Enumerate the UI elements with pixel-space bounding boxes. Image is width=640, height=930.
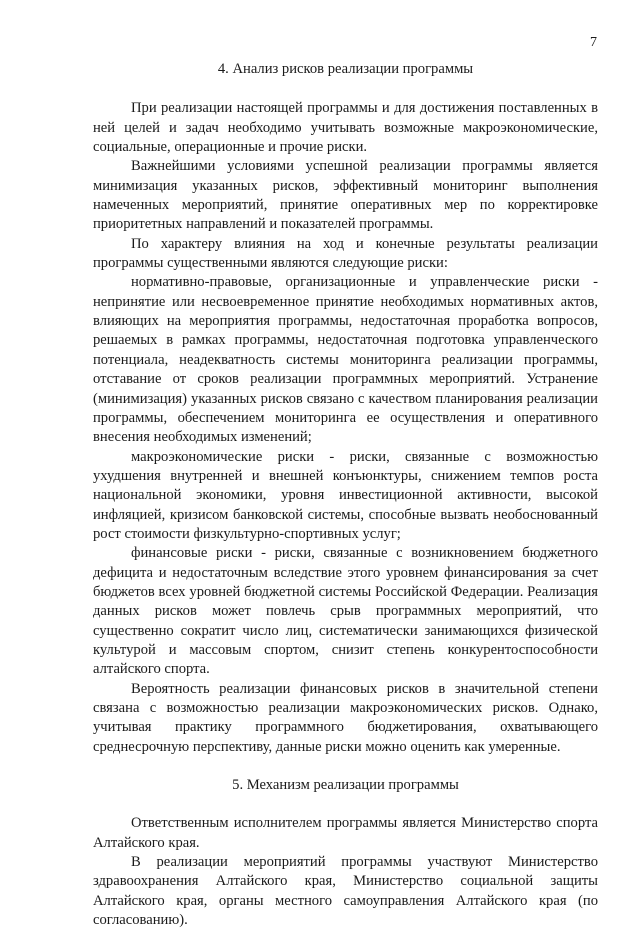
section-heading-mechanism: 5. Механизм реализации программы: [232, 777, 459, 794]
paragraph: По характеру влияния на ход и конечные результаты реализации программы существенными являются следующие риски:: [93, 235, 598, 272]
page-number: 7: [590, 35, 597, 50]
paragraph-risk-macroeconomic: макроэкономические риски - риски, связанные с возможностью ухудшения внутренней и внешней конъюнктуры, снижением темпов роста национальной экономики, уровня инвестиционной активности, высокой инфляцией, кризисом банковской системы, способные вызвать необоснованный рост стоимости физкультурно-спортивных услуг;: [93, 448, 598, 542]
paragraph: Важнейшими условиями успешной реализации программы является минимизация указанных рисков, эффективный мониторинг выполнения намеченных мероприятий, принятие оперативных мер по корректировке приоритетных направлений и показателей программы.: [93, 158, 598, 233]
section-heading-risk-analysis: 4. Анализ рисков реализации программы: [217, 61, 474, 77]
paragraph-risk-financial: финансовые риски - риски, связанные с возникновением бюджетного дефицита и недостаточным вследствие этого уровнем финансирования за счет бюджетов всех уровней бюджетной системы Российской Федерации. Реализация данных рисков может повлечь срыв программных мероприятий, что существенно сократит число лиц, систематически занимающихся физической культурой и массовым спортом, снизит степень конкурентоспособности алтайского спорта.: [93, 545, 598, 678]
paragraph: Вероятность реализации финансовых рисков в значительной степени связана с возможностью реализации макроэкономических рисков. Однако, учитывая практику программного бюджетирования, охватывающего среднесрочную перспективу, данные риски можно оценить как умеренные.: [93, 680, 598, 755]
paragraph: При реализации настоящей программы и для достижения поставленных в ней целей и задач необходимо учитывать возможные макроэкономические, социальные, операционные и прочие риски.: [93, 100, 598, 156]
paragraph-risk-legal: нормативно-правовые, организационные и управленческие риски - непринятие или несвоевременное принятие необходимых нормативных актов, влияющих на мероприятия программы, недостаточная проработка вопросов, решаемых в рамках программы, недостаточная подготовка управленческого потенциала, неадекватность системы мониторинга реализации программы, отставание от сроков реализации программных мероприятий. Устранение (минимизация) указанных рисков связано с качеством планирования реализации программы, обеспечением мониторинга ее осуществления и оперативного внесения необходимых изменений;: [93, 274, 598, 446]
document-body: [93, 60, 598, 930]
paragraph: В реализации мероприятий программы участвуют Министерство здравоохранения Алтайского края, Министерство социальной защиты Алтайского края, органы местного самоуправления Алтайского края (по согласованию).: [93, 854, 598, 929]
paragraph: Ответственным исполнителем программы является Министерство спорта Алтайского края.: [93, 815, 598, 851]
